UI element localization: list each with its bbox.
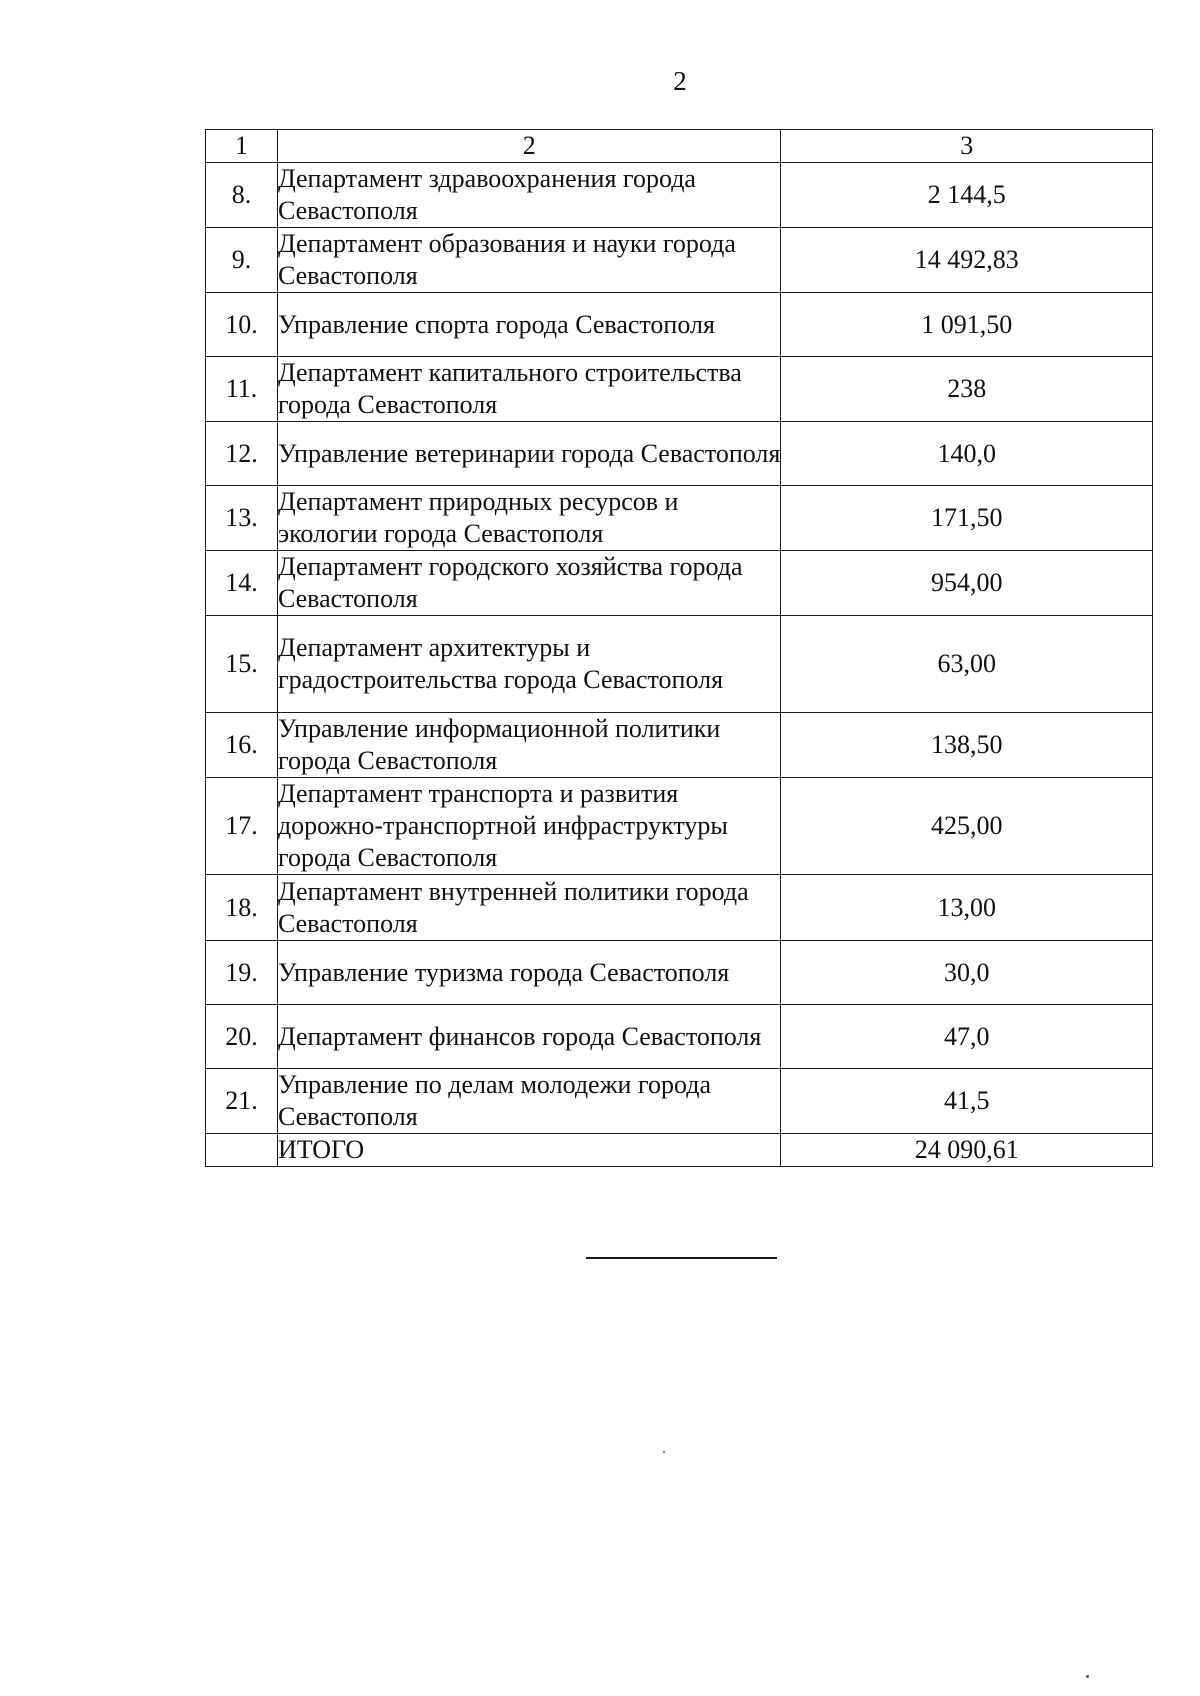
table-row	[206, 293, 1153, 357]
amount-value: 1 091,50	[781, 293, 1153, 357]
row-number: 21.	[206, 1069, 278, 1134]
amount-value: 14 492,83	[781, 228, 1153, 293]
amount-value: 41,5	[781, 1069, 1153, 1134]
department-name: Департамент транспорта и развития дорожно-транспортной инфраструктуры города Севастополя	[277, 778, 781, 875]
page-number: 2	[673, 66, 687, 96]
table-row	[206, 778, 1153, 875]
row-number: 16.	[206, 713, 278, 778]
row-number: 19.	[206, 941, 278, 1005]
row-number: 18.	[206, 875, 278, 941]
row-number: 9.	[206, 228, 278, 293]
row-number: 8.	[206, 163, 278, 228]
department-name: Департамент архитектуры и градостроительства города Севастополя	[277, 616, 781, 713]
department-name: Департамент городского хозяйства города Севастополя	[277, 551, 781, 616]
row-number: 17.	[206, 778, 278, 875]
table-row	[206, 357, 1153, 422]
department-name: Управление информационной политики города Севастополя	[277, 713, 781, 778]
row-number: 14.	[206, 551, 278, 616]
budget-table	[205, 129, 1153, 1167]
table-row	[206, 228, 1153, 293]
table-row	[206, 551, 1153, 616]
amount-value: 47,0	[781, 1005, 1153, 1069]
amount-value: 63,00	[781, 616, 1153, 713]
amount-value: 171,50	[781, 486, 1153, 551]
department-name: Департамент здравоохранения города Севастополя	[277, 163, 781, 228]
department-name: Управление спорта города Севастополя	[277, 293, 781, 357]
table-row	[206, 713, 1153, 778]
amount-value: 13,00	[781, 875, 1153, 941]
scan-speck	[1086, 1675, 1089, 1678]
amount-value: 138,50	[781, 713, 1153, 778]
amount-value: 238	[781, 357, 1153, 422]
department-name: Департамент финансов города Севастополя	[277, 1005, 781, 1069]
amount-value: 140,0	[781, 422, 1153, 486]
total-label: ИТОГО	[277, 1134, 781, 1167]
row-number: 15.	[206, 616, 278, 713]
table-row	[206, 941, 1153, 1005]
table-row	[206, 1069, 1153, 1134]
department-name: Управление туризма города Севастополя	[277, 941, 781, 1005]
row-number: 13.	[206, 486, 278, 551]
column-number-2: 2	[277, 130, 781, 163]
end-divider-line	[586, 1257, 777, 1259]
row-number: 12.	[206, 422, 278, 486]
amount-value: 425,00	[781, 778, 1153, 875]
department-name: Управление ветеринарии города Севастополя	[277, 422, 781, 486]
row-number: 20.	[206, 1005, 278, 1069]
table-row	[206, 875, 1153, 941]
scan-speck	[663, 1451, 665, 1453]
amount-value: 954,00	[781, 551, 1153, 616]
table-row	[206, 616, 1153, 713]
column-number-3: 3	[781, 130, 1153, 163]
table-row	[206, 422, 1153, 486]
column-number-1: 1	[206, 130, 278, 163]
table-row	[206, 163, 1153, 228]
table-row	[206, 486, 1153, 551]
amount-value: 2 144,5	[781, 163, 1153, 228]
total-value: 24 090,61	[781, 1134, 1153, 1167]
department-name: Департамент образования и науки города Севастополя	[277, 228, 781, 293]
row-number: 11.	[206, 357, 278, 422]
department-name: Департамент внутренней политики города Севастополя	[277, 875, 781, 941]
amount-value: 30,0	[781, 941, 1153, 1005]
table-row	[206, 1005, 1153, 1069]
row-number: 10.	[206, 293, 278, 357]
department-name: Департамент капитального строительства города Севастополя	[277, 357, 781, 422]
total-number-cell	[206, 1134, 278, 1167]
table-header-row	[206, 130, 1153, 163]
table-total-row	[206, 1134, 1153, 1167]
department-name: Управление по делам молодежи города Севастополя	[277, 1069, 781, 1134]
department-name: Департамент природных ресурсов и экологии города Севастополя	[277, 486, 781, 551]
